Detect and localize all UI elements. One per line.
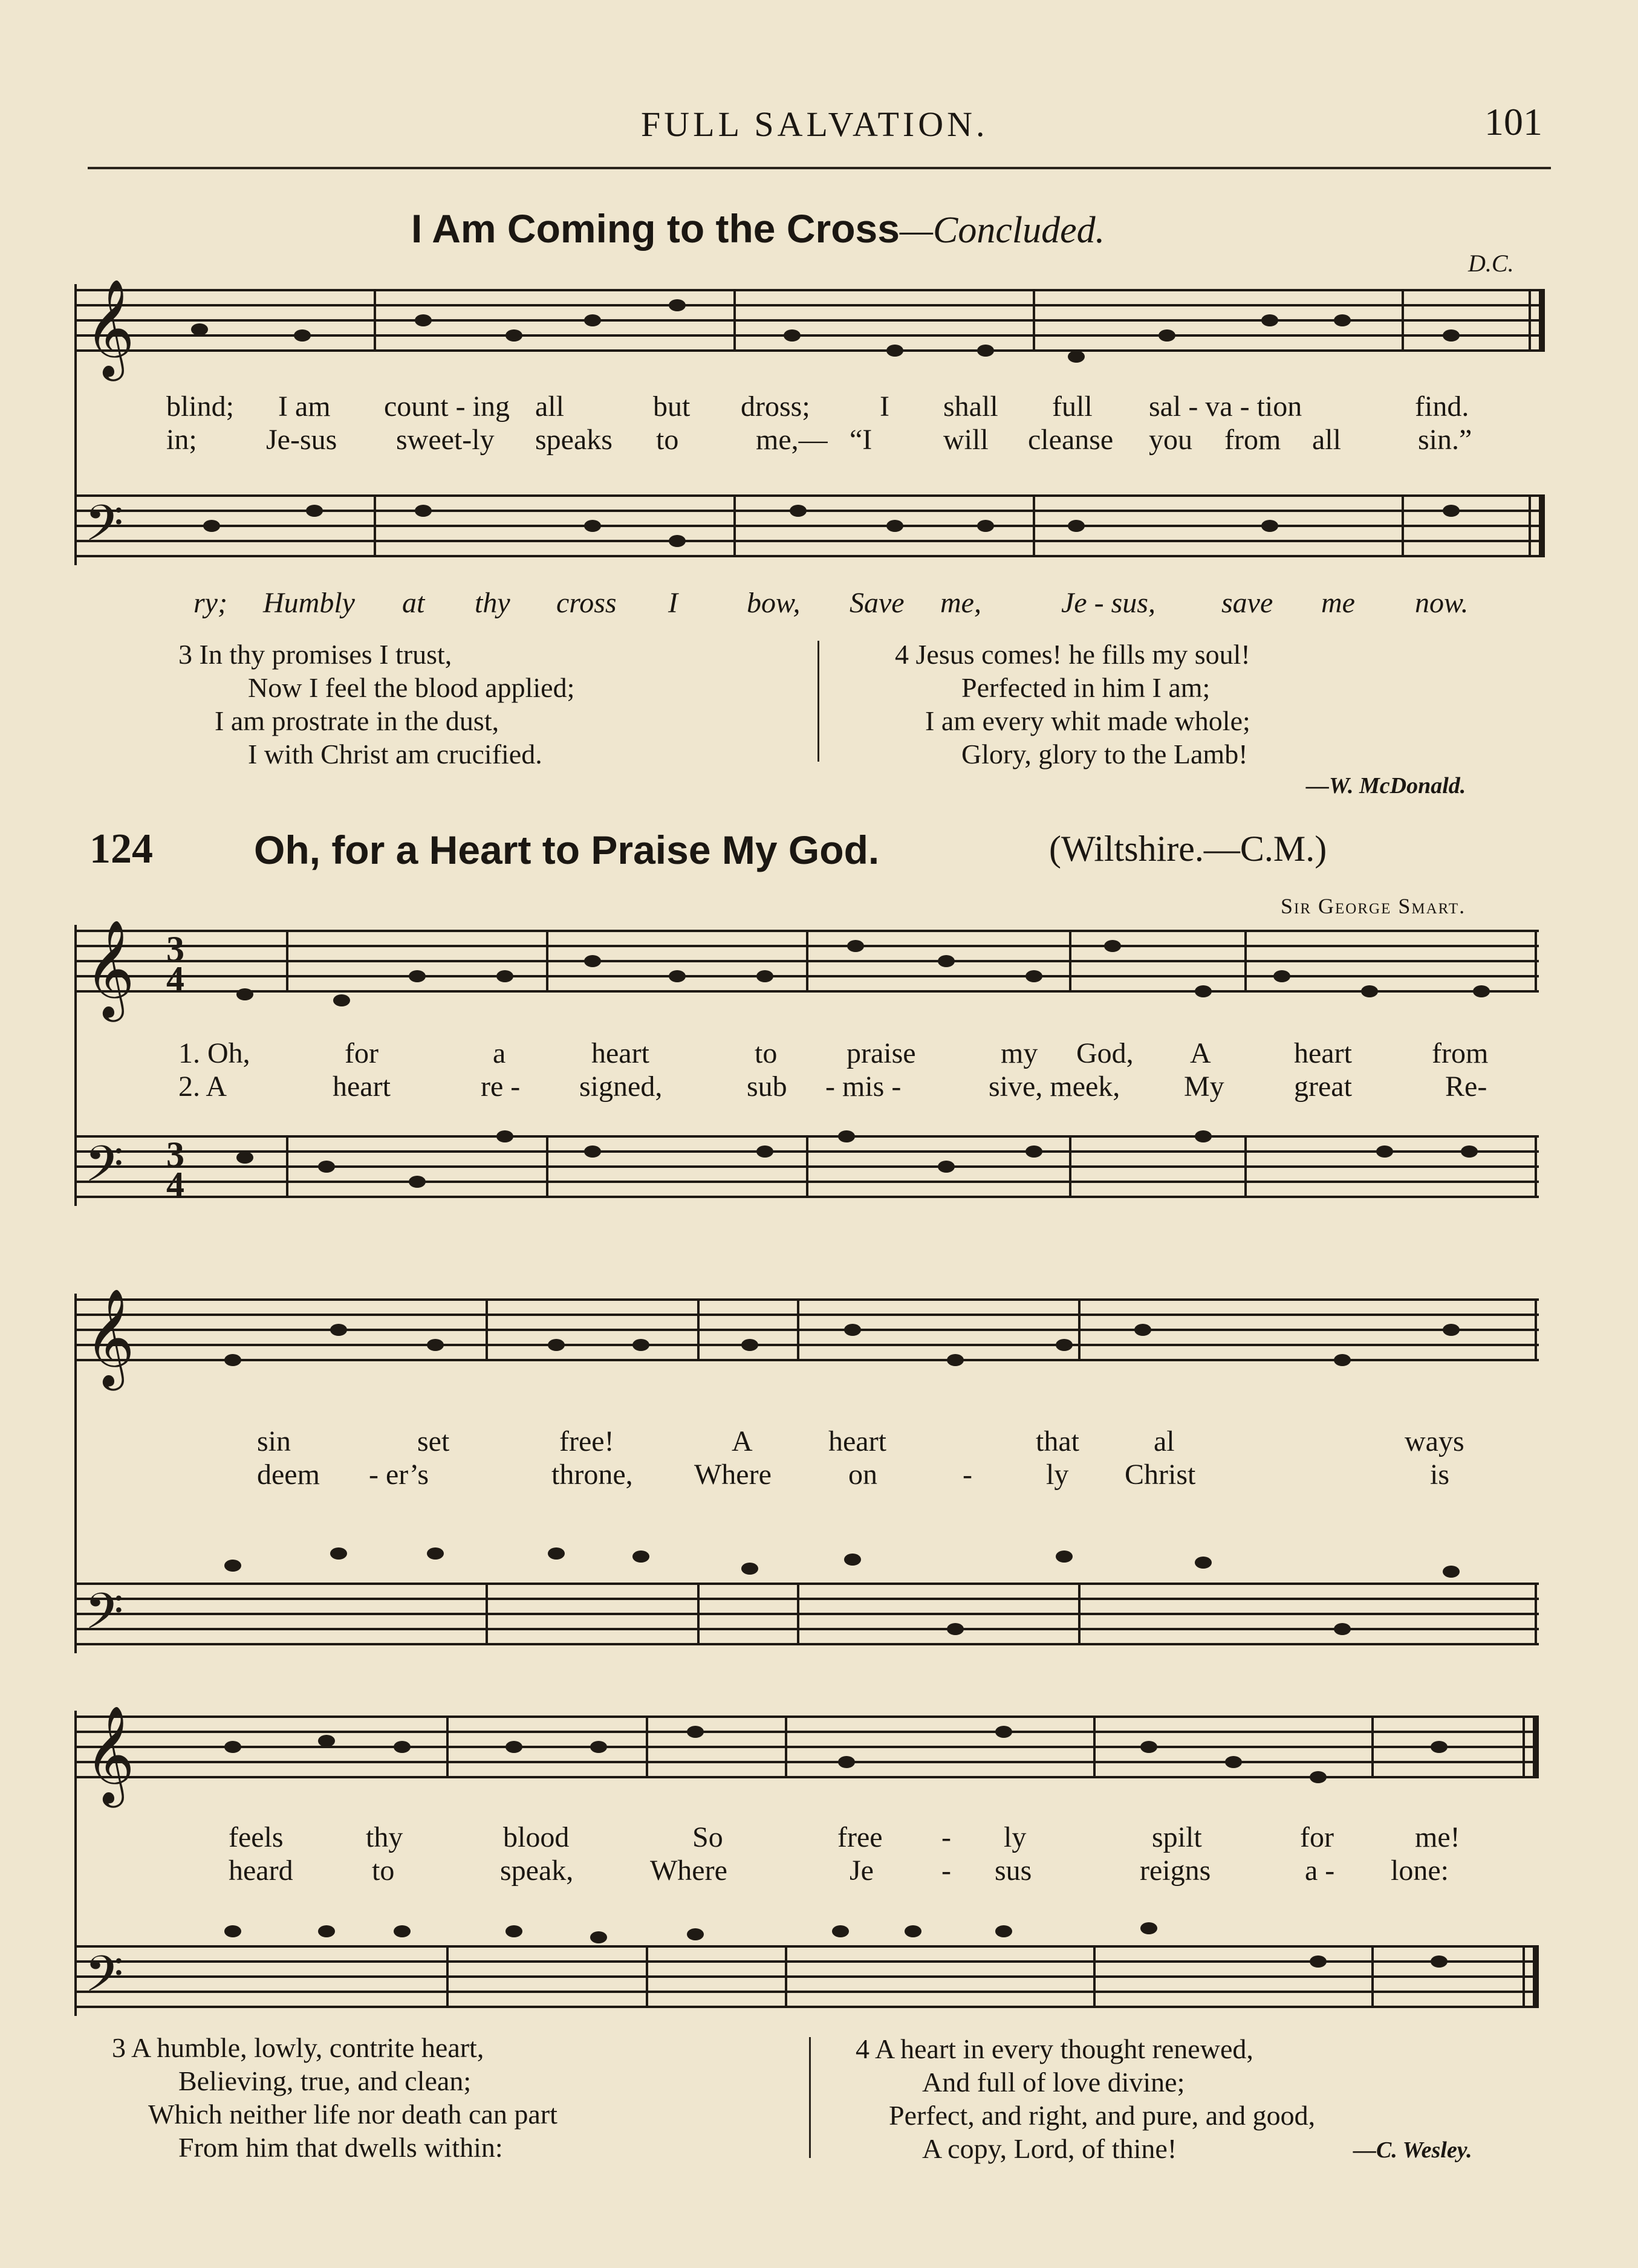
lyric-word: a xyxy=(493,1037,506,1069)
song2-sys3-line2 xyxy=(0,1854,1638,1890)
lyric-word: heard xyxy=(229,1855,293,1887)
song1-title-text: I Am Coming to the Cross xyxy=(411,206,900,251)
lyric-word: ry; xyxy=(193,587,227,619)
lyric-word: praise xyxy=(847,1037,916,1069)
lyric-word: great xyxy=(1294,1071,1352,1103)
song1-author: —W. McDonald. xyxy=(1306,773,1466,799)
lyric-word: - er’s xyxy=(369,1459,429,1491)
lyric-word: re - xyxy=(481,1071,521,1103)
stanza-line: Perfect, and right, and pure, and good, xyxy=(889,2100,1316,2131)
lyric-word: Je - sus, xyxy=(1061,587,1155,619)
song1-title-suffix: —Concluded. xyxy=(899,210,1105,251)
lyric-word: “I xyxy=(850,424,873,456)
lyric-word: al xyxy=(1154,1425,1175,1457)
song1-lyrics-line1 xyxy=(0,390,1638,426)
stanza-line: Believing, true, and clean; xyxy=(178,2066,472,2096)
lyric-word: to xyxy=(755,1037,778,1069)
bass-clef-icon: 𝄢 xyxy=(85,1135,124,1205)
stanza-line: Which neither life nor death can part xyxy=(148,2099,557,2130)
lyric-word: save xyxy=(1221,587,1273,619)
lyric-word: thy xyxy=(475,587,510,619)
bass-clef-icon: 𝄢 xyxy=(85,494,124,565)
lyric-word: ways xyxy=(1405,1425,1464,1457)
song2-sys1-line1 xyxy=(0,1037,1638,1073)
lyric-word: A xyxy=(732,1425,753,1457)
stanza-line: 3 A humble, lowly, contrite heart, xyxy=(112,2032,484,2063)
lyric-word: that xyxy=(1036,1425,1079,1457)
svg-text:4: 4 xyxy=(166,1165,184,1205)
running-header: FULL SALVATION. xyxy=(641,105,989,144)
lyric-word: ly xyxy=(1046,1459,1069,1491)
lyric-word: free xyxy=(837,1821,883,1853)
lyric-word: heart xyxy=(591,1037,649,1069)
svg-text:4: 4 xyxy=(166,959,184,999)
lyric-word: sin xyxy=(257,1425,291,1457)
lyric-word: I xyxy=(668,587,678,619)
lyric-word: a - xyxy=(1305,1855,1335,1887)
song2-title: Oh, for a Heart to Praise My God. xyxy=(254,828,880,872)
svg-text:3: 3 xyxy=(166,929,184,969)
stanza-line: From him that dwells within: xyxy=(178,2132,503,2163)
lyric-word: set xyxy=(417,1425,450,1457)
lyric-word: Je xyxy=(850,1855,874,1887)
lyric-word: to xyxy=(656,424,679,456)
lyric-word: - xyxy=(941,1855,951,1887)
lyric-word: from xyxy=(1432,1037,1489,1069)
lyric-word: for xyxy=(345,1037,379,1069)
lyric-word: is xyxy=(1430,1459,1450,1491)
lyric-word: full xyxy=(1052,390,1093,423)
stanza-line: A copy, Lord, of thine! xyxy=(922,2133,1177,2164)
lyric-word: Re- xyxy=(1445,1071,1487,1103)
lyric-word: sal - va - tion xyxy=(1149,390,1302,423)
lyric-word: dross; xyxy=(741,390,810,423)
lyric-word: signed, xyxy=(579,1071,663,1103)
lyric-word: spilt xyxy=(1152,1821,1202,1853)
lyric-word: will xyxy=(943,424,989,456)
song2-sys2-line2 xyxy=(0,1458,1638,1494)
lyric-word: I xyxy=(880,390,889,423)
song2-sys1-line2 xyxy=(0,1070,1638,1106)
lyric-word: deem xyxy=(257,1459,320,1491)
lyric-word: but xyxy=(653,390,691,423)
lyric-word: blind; xyxy=(166,390,235,423)
song1-stanza4 xyxy=(895,638,1250,771)
lyric-word: - xyxy=(941,1821,951,1853)
lyric-word: all xyxy=(535,390,564,423)
stanza-divider xyxy=(817,641,819,762)
lyric-word: you xyxy=(1149,424,1192,456)
lyric-word: Save xyxy=(850,587,905,619)
tune-name: (Wiltshire.—C.M.) xyxy=(1049,829,1327,869)
stanza-line: Perfected in him I am; xyxy=(961,672,1211,703)
song1-lyrics-line2 xyxy=(0,423,1638,459)
lyric-word: throne, xyxy=(551,1459,633,1491)
lyric-word: heart xyxy=(1294,1037,1352,1069)
lyric-word: from xyxy=(1224,424,1281,456)
lyric-word: Christ xyxy=(1125,1459,1196,1491)
lyric-word: cleanse xyxy=(1028,424,1114,456)
lyric-word: sive, meek, xyxy=(989,1071,1120,1103)
lyric-word: count - ing xyxy=(384,390,510,423)
lyric-word: speak, xyxy=(500,1855,574,1887)
lyric-word: blood xyxy=(503,1821,570,1853)
stanza-line: I with Christ am crucified. xyxy=(248,739,542,770)
stanza-divider xyxy=(809,2037,811,2158)
treble-clef-icon: 𝄞 xyxy=(85,1705,135,1804)
treble-clef-icon: 𝄞 xyxy=(85,919,135,1018)
lyric-word: me,— xyxy=(756,424,828,456)
lyric-word: all xyxy=(1312,424,1341,456)
song2-author: —C. Wesley. xyxy=(1353,2137,1472,2163)
lyric-word: me, xyxy=(940,587,981,619)
lyric-word: find. xyxy=(1415,390,1469,423)
treble-clef-icon: 𝄞 xyxy=(85,279,135,377)
bass-clef-icon: 𝄢 xyxy=(85,1582,124,1653)
lyric-word: 2. A xyxy=(178,1071,227,1103)
lyric-word: bow, xyxy=(747,587,801,619)
lyric-word: Where xyxy=(694,1459,772,1491)
lyric-word: Humbly xyxy=(263,587,355,619)
hymn-number: 124 xyxy=(89,826,153,872)
lyric-word: my xyxy=(1001,1037,1038,1069)
stanza-line: I am prostrate in the dust, xyxy=(215,705,499,736)
treble-clef-icon: 𝄞 xyxy=(85,1288,135,1387)
lyric-word: God, xyxy=(1076,1037,1134,1069)
lyric-word: lone: xyxy=(1391,1855,1449,1887)
lyric-word: speaks xyxy=(535,424,613,456)
lyric-word: cross xyxy=(556,587,617,619)
song1-stanza3 xyxy=(178,638,574,771)
lyric-word: thy xyxy=(366,1821,403,1853)
lyric-word: sin.” xyxy=(1418,424,1472,456)
lyric-word: - xyxy=(963,1459,972,1491)
song2-sys3-line1 xyxy=(0,1821,1638,1857)
page-number: 101 xyxy=(1484,100,1542,143)
lyric-word: free! xyxy=(559,1425,614,1457)
svg-text:3: 3 xyxy=(166,1135,184,1174)
lyric-word: My xyxy=(1184,1071,1224,1103)
lyric-word: A xyxy=(1190,1037,1211,1069)
lyric-word: Je-sus xyxy=(266,424,337,456)
lyric-word: at xyxy=(402,587,425,619)
lyric-word: So xyxy=(692,1821,723,1853)
lyric-word: Where xyxy=(650,1855,727,1887)
lyric-word: sus xyxy=(995,1855,1032,1887)
song2-stanza4 xyxy=(856,2032,1315,2165)
lyric-word: me! xyxy=(1415,1821,1460,1853)
lyric-word: heart xyxy=(333,1071,391,1103)
lyric-word: 1. Oh, xyxy=(178,1037,250,1069)
stanza-line: Now I feel the blood applied; xyxy=(248,672,575,703)
stanza-line: Glory, glory to the Lamb! xyxy=(961,739,1248,770)
lyric-word: ly xyxy=(1004,1821,1027,1853)
stanza-line: 4 A heart in every thought renewed, xyxy=(856,2033,1253,2064)
stanza-line: 4 Jesus comes! he fills my soul! xyxy=(895,639,1250,670)
lyric-word: I am xyxy=(278,390,331,423)
song1-bass-lyrics xyxy=(0,586,1638,623)
stanza-line: 3 In thy promises I trust, xyxy=(178,639,452,670)
dc-mark: D.C. xyxy=(1468,250,1514,277)
lyric-word: - mis - xyxy=(825,1071,902,1103)
lyric-word: on xyxy=(848,1459,877,1491)
stanza-line: I am every whit made whole; xyxy=(925,705,1250,736)
lyric-word: now. xyxy=(1415,587,1469,619)
song2-stanza3 xyxy=(112,2031,557,2164)
lyric-word: feels xyxy=(229,1821,284,1853)
lyric-word: to xyxy=(372,1855,395,1887)
song2-sys2-line1 xyxy=(0,1425,1638,1461)
composer: Sir George Smart. xyxy=(1281,894,1466,918)
song1-bass-staff xyxy=(76,496,1545,556)
lyric-word: reigns xyxy=(1140,1855,1211,1887)
lyric-word: heart xyxy=(828,1425,886,1457)
stanza-line: And full of love divine; xyxy=(922,2067,1185,2098)
lyric-word: shall xyxy=(943,390,998,423)
lyric-word: me xyxy=(1321,587,1355,619)
lyric-word: sweet-ly xyxy=(396,424,495,456)
lyric-word: in; xyxy=(166,424,197,456)
lyric-word: sub xyxy=(747,1071,787,1103)
lyric-word: for xyxy=(1300,1821,1334,1853)
bass-clef-icon: 𝄢 xyxy=(85,1945,124,2015)
